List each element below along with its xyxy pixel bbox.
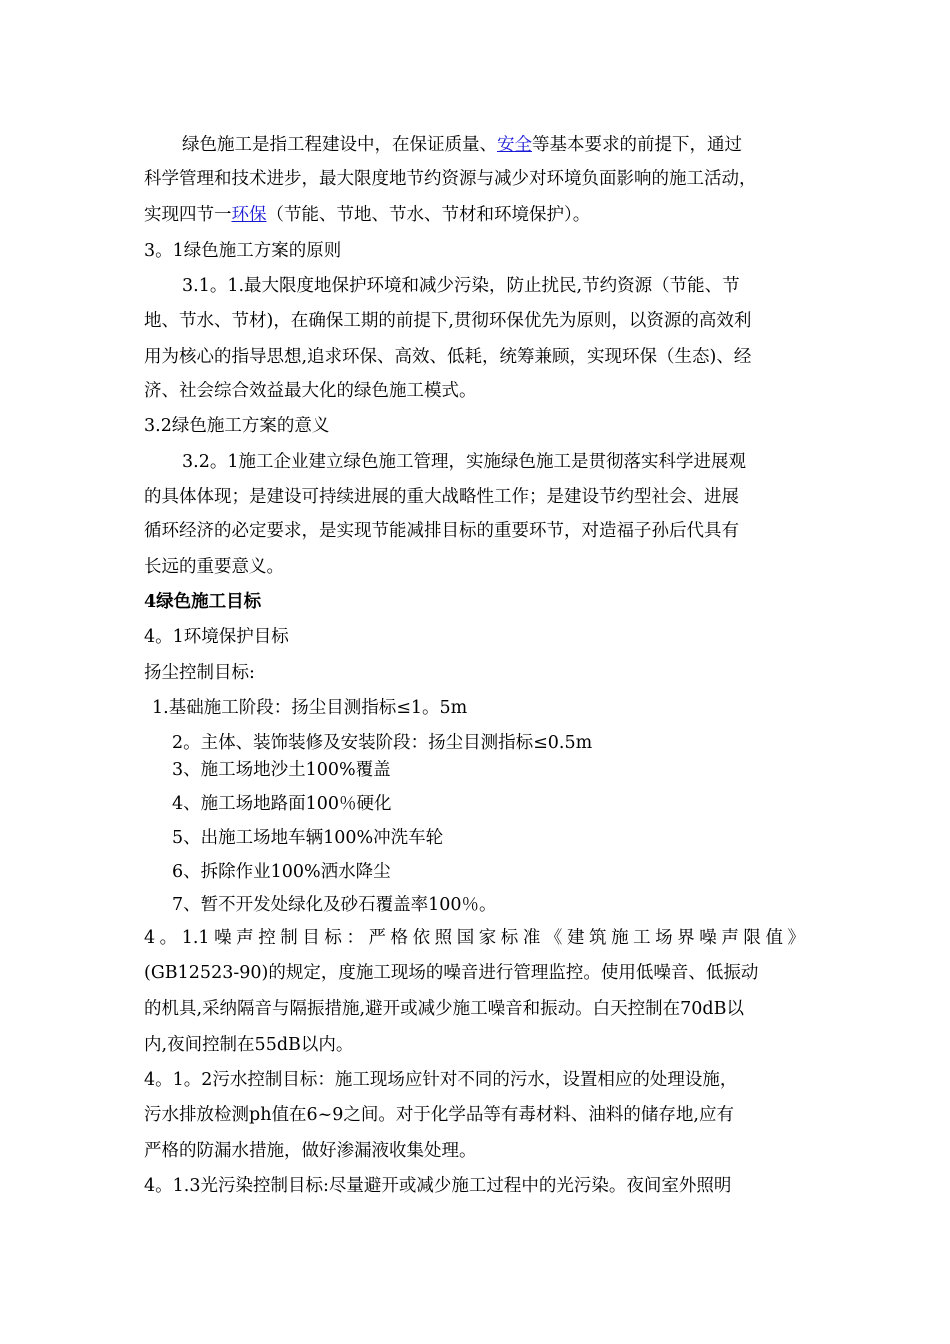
para-3-2-line-4: 长远的重要意义。 [144,557,284,577]
intro-text: 等基本要求的前提下，通过 [532,135,742,155]
para-3-2-line-1: 3.2。1施工企业建立绿色施工管理，实施绿色施工是贯彻落实科学进展观 [182,452,746,472]
intro-text: 实现四节一 [144,205,232,225]
para-3-1-line-4: 济、社会综合效益最大化的绿色施工模式。 [144,381,477,401]
noise-line-2: (GB12523-90)的规定，度施工现场的噪音进行管理监控。使用低噪音、低振动 [144,963,759,983]
noise-line-3: 的机具,采纳隔音与隔振措施,避开或减少施工噪音和振动。白天控制在70dB以 [144,999,744,1019]
para-3-2-line-2: 的具体体现；是建设可持续进展的重大战略性工作；是建设节约型社会、进展 [144,487,739,507]
dust-title: 扬尘控制目标: [144,663,255,683]
intro-line-3 [144,204,590,226]
water-line-2: 污水排放检测ph值在6~9之间。对于化学品等有毒材料、油料的储存地,应有 [144,1105,734,1125]
dust-item-5: 5、出施工场地车辆100%冲洗车轮 [172,828,444,848]
intro-line-1 [182,134,742,156]
dust-item-7: 7、暂不开发处绿化及砂石覆盖率100％。 [172,895,497,915]
intro-text: （节能、节地、节水、节材和环境保护）。 [266,205,591,225]
heading-4: 4绿色施工目标 [144,592,262,612]
para-3-1-line-2: 地、节水、节材)，在确保工期的前提下,贯彻环保优先为原则，以资源的高效利 [144,311,752,331]
noise-line-4: 内,夜间控制在55dB以内。 [144,1035,354,1055]
intro-text: 绿色施工是指工程建设中，在保证质量、 [182,135,497,155]
dust-item-6: 6、拆除作业100%洒水降尘 [172,862,391,882]
dust-item-1: 1.基础施工阶段：扬尘目测指标≤1。5m [152,698,468,718]
dust-item-2: 2。主体、装饰装修及安装阶段：扬尘目测指标≤0.5m [172,733,593,753]
noise-line-1: 4。1.1噪声控制目标：严格依照国家标准《建筑施工场界噪声限值》 [144,928,805,948]
para-3-2-line-3: 循环经济的必定要求，是实现节能减排目标的重要环节，对造福子孙后代具有 [144,521,739,541]
dust-item-4: 4、施工场地路面100％硬化 [172,794,392,814]
light-line-1: 4。1.3光污染控制目标:尽量避开或减少施工过程中的光污染。夜间室外照明 [144,1176,732,1196]
water-line-3: 严格的防漏水措施，做好渗漏液收集处理。 [144,1141,477,1161]
dust-item-3: 3、施工场地沙土100%覆盖 [172,760,391,780]
link-environmental-protection[interactable]: 环保 [231,205,267,225]
heading-4-1: 4。1环境保护目标 [144,627,289,647]
intro-line-2: 科学管理和技术进步，最大限度地节约资源与减少对环境负面影响的施工活动， [144,169,757,189]
para-3-1-line-1: 3.1。1.最大限度地保护环境和减少污染，防止扰民,节约资源（节能、节 [182,276,740,296]
para-3-1-line-3: 用为核心的指导思想,追求环保、高效、低耗，统筹兼顾，实现环保（生态)、经 [144,347,752,367]
water-line-1: 4。1。2污水控制目标：施工现场应针对不同的污水，设置相应的处理设施， [144,1070,738,1090]
link-safety[interactable]: 安全 [497,135,532,155]
heading-3-2: 3.2绿色施工方案的意义 [144,416,330,436]
heading-3-1: 3。1绿色施工方案的原则 [144,241,342,261]
